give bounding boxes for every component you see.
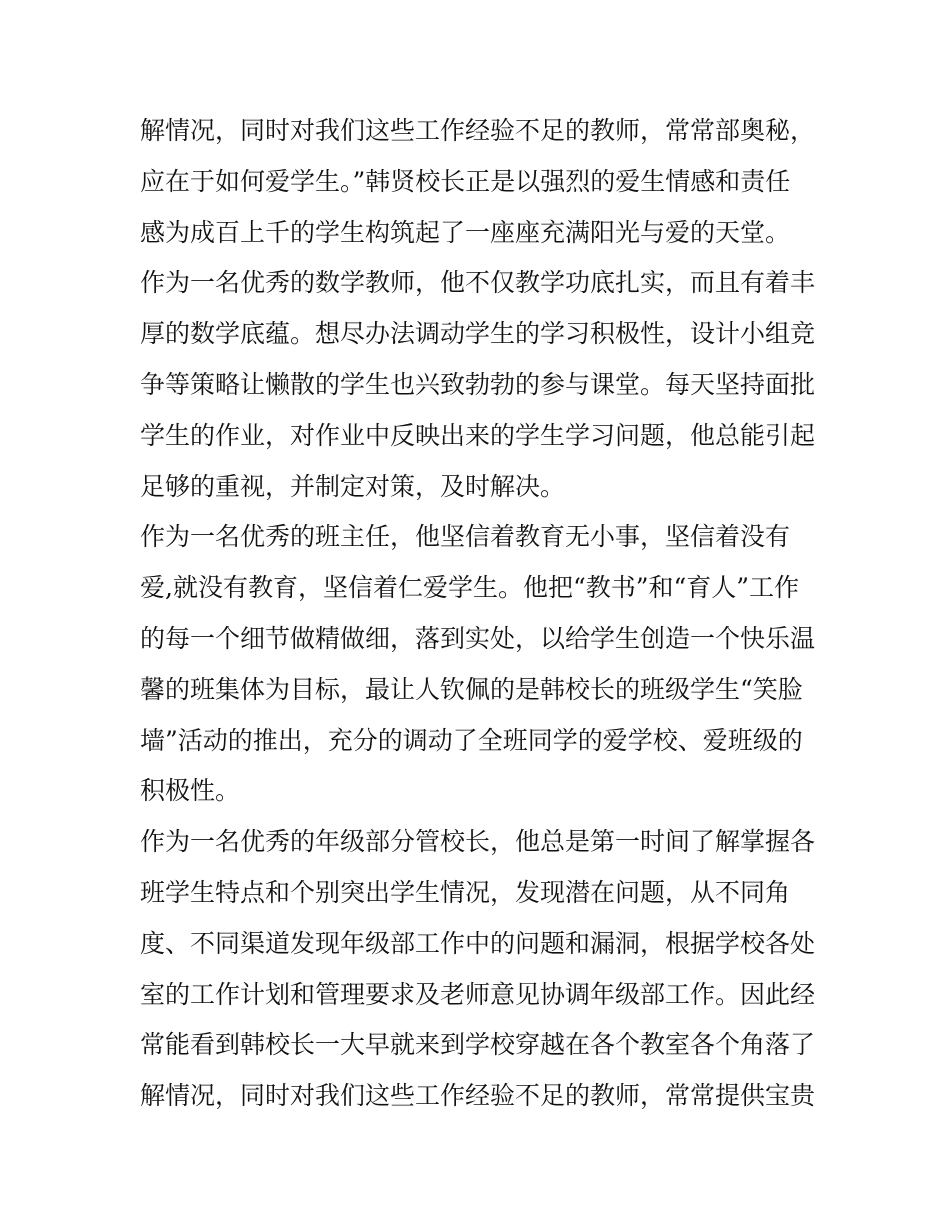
text-line: 班学生特点和个别突出学生情况，发现潜在问题，从不同角 (140, 877, 791, 907)
text-line: 学生的作业，对作业中反映出来的学生学习问题，他总能引起 (140, 420, 816, 450)
body-text (140, 106, 830, 1122)
text-line: 应在于如何爱学生。”韩贤校长正是以强烈的爱生情感和责任 (140, 166, 791, 196)
text-line: 解情况，同时对我们这些工作经验不足的教师，常常提供宝贵 (140, 1081, 816, 1111)
text-line: 室的工作计划和管理要求及老师意见协调年级部工作。因此经 (140, 979, 816, 1009)
text-line: 解情况，同时对我们这些工作经验不足的教师，常常部奥秘， (140, 116, 816, 145)
text-line: 作为一名优秀的数学教师，他不仅教学功底扎实，而且有着丰 (140, 268, 816, 298)
text-line: 感为成百上千的学生构筑起了一座座充满阳光与爱的天堂。 (140, 217, 791, 247)
text-line: 足够的重视，并制定对策，及时解决。 (140, 471, 566, 501)
text-line: 馨的班集体为目标，最让人钦佩的是韩校长的班级学生“笑脸 (140, 674, 803, 704)
text-line: 爱,就没有教育，坚信着仁爱学生。他把“教书”和“育人”工作 (140, 573, 800, 603)
text-line: 争等策略让懒散的学生也兴致勃勃的参与课堂。每天坚持面批 (140, 369, 816, 399)
text-line: 墙”活动的推出，充分的调动了全班同学的爱学校、爱班级的 (140, 725, 803, 755)
text-line: 厚的数学底蕴。想尽办法调动学生的学习积极性，设计小组竞 (140, 319, 816, 349)
text-line: 度、不同渠道发现年级部工作中的问题和漏洞，根据学校各处 (140, 928, 816, 958)
text-line: 作为一名优秀的年级部分管校长，他总是第一时间了解掌握各 (140, 827, 816, 857)
text-line: 积极性。 (140, 776, 241, 806)
text-line: 的每一个细节做精做细，落到实处，以给学生创造一个快乐温 (140, 623, 816, 653)
text-line: 常能看到韩校长一大早就来到学校穿越在各个教室各个角落了 (140, 1030, 816, 1060)
text-line: 作为一名优秀的班主任，他坚信着教育无小事，坚信着没有 (140, 522, 791, 552)
